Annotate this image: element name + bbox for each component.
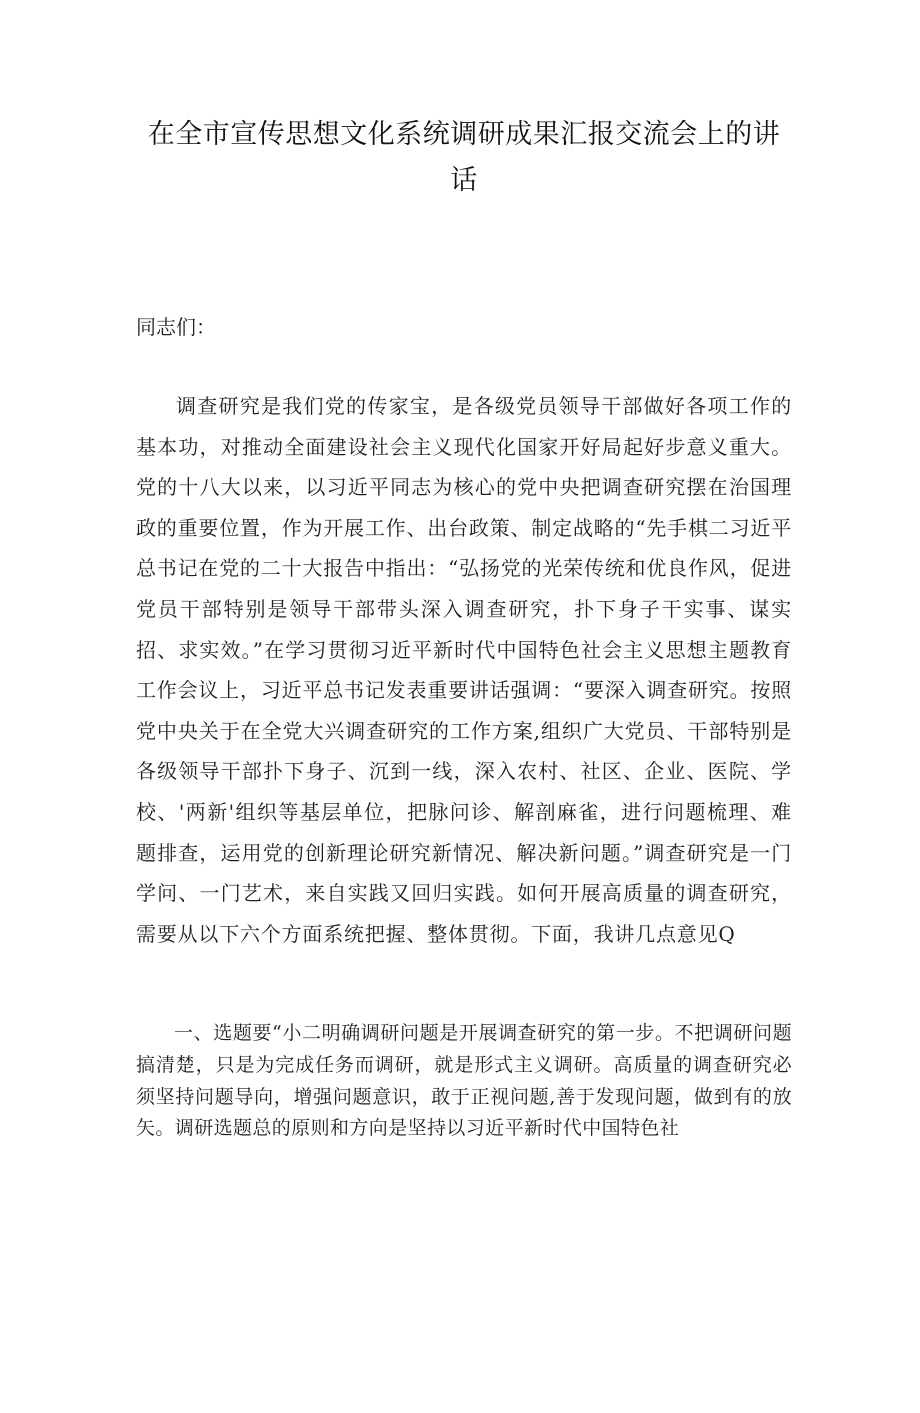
body-paragraph-section-one: 一、选题要“小二明确调研问题是开展调查研究的第一步。不把调研问题搞清楚，只是为完成任务而调研，就是形式主义调研。高质量的调查研究必须坚持问题导向，增强问题意识，敢于正视问题,善于发现问题，做到有的放矢。调研选题总的原则和方向是坚持以习近平新时代中国特色社 [136,1022,792,1140]
body-paragraph-intro: 调查研究是我们党的传家宝，是各级党员领导干部做好各项工作的基本功，对推动全面建设社会主义现代化国家开好局起好步意义重大。党的十八大以来，以习近平同志为核心的党中央把调查研究摆在治国理政的重要位置，作为开展工作、出台政策、制定战略的“先手棋二习近平总书记在党的二十大报告中指出：“弘扬党的光荣传统和优良作风，促进党员干部特别是领导干部带头深入调查研究，扑下身子干实事、谋实招、求实效。”在学习贯彻习近平新时代中国特色社会主义思想主题教育工作会议上，习近平总书记发表重要讲话强调：“要深入调查研究。按照党中央关于在全党大兴调查研究的工作方案,组织广大党员、干部特别是各级领导干部扑下身子、沉到一线，深入农村、社区、企业、医院、学校、'两新'组织等基层单位，把脉问诊、解剖麻雀，进行问题梳理、难题排查，运用党的创新理论研究新情况、解决新问题。”调查研究是一门学问、一门艺术，来自实践又回归实践。如何开展高质量的调查研究，需要从以下六个方面系统把握、整体贯彻。下面，我讲几点意见Q [136,394,792,946]
document-page [0,112,920,1413]
document-title: 在全市宣传思想文化系统调研成果汇报交流会上的讲话 [147,119,781,196]
salutation: 同志们： [136,315,216,339]
